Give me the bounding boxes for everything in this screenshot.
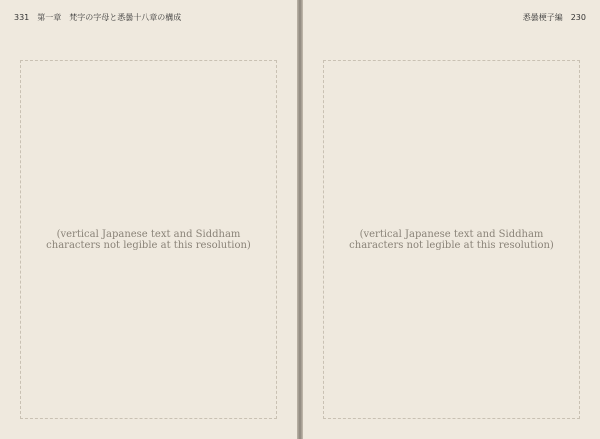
right-body-text-placeholder: (vertical Japanese text and Siddham characters not legible at this resolution): [323, 60, 580, 419]
left-body-text-placeholder: (vertical Japanese text and Siddham characters not legible at this resolution): [20, 60, 277, 419]
left-running-head: 331 第一章 梵字の字母と悉曇十八章の構成: [14, 13, 182, 22]
right-page: [303, 0, 600, 439]
left-page: [0, 0, 297, 439]
right-running-head: 悉曇梗子編 230: [522, 13, 586, 22]
